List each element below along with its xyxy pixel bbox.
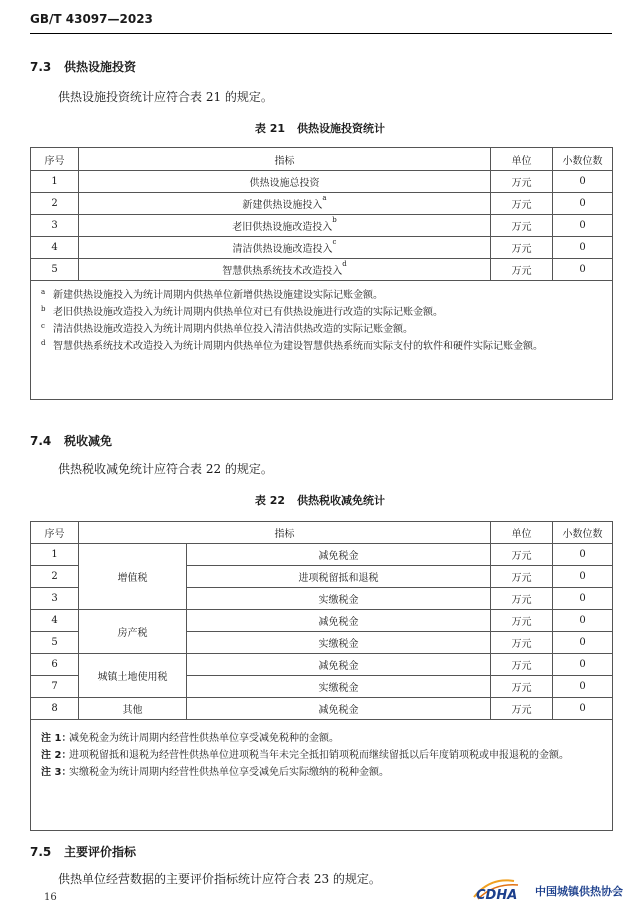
footnote-mark: c [332, 238, 337, 246]
table-label: 表 21 [254, 122, 286, 135]
table-row [31, 171, 613, 193]
table-row [31, 193, 613, 215]
row-indicator: 清洁供热设施改造投入$^c$ [79, 237, 491, 259]
row-decimals: 0 [553, 171, 613, 193]
table-row [31, 698, 613, 720]
row-no: 2 [31, 193, 79, 215]
section-7-4-paragraph: 供热税收减免统计应符合表 22 的规定。 [58, 462, 273, 476]
page-number: 16 [44, 892, 57, 903]
row-decimals: 0 [553, 610, 613, 632]
col-header-decimals: 小数位数 [553, 522, 613, 544]
row-unit: 万元 [491, 215, 553, 237]
table-notes-row [31, 281, 613, 400]
table-title: 供热设施投资统计 [297, 122, 386, 135]
row-decimals: 0 [553, 654, 613, 676]
row-sub-indicator: 减免税金 [187, 544, 491, 566]
row-indicator: 智慧供热系统技术改造投入$^d$ [79, 259, 491, 281]
table-21 [30, 147, 613, 400]
note: 注 2： 进项税留抵和退税为经营性供热单位进项税当年未完全抵扣销项税而继续留抵以后年度销项税或申报退税的金额。 [41, 750, 569, 761]
row-no: 1 [31, 544, 79, 566]
cdha-logo-mark-icon [470, 875, 534, 903]
row-no: 1 [31, 171, 79, 193]
logo-letters: CDHA [476, 888, 518, 903]
table-22 [30, 521, 613, 831]
logo-org-name: 中国城镇供热协会 [535, 885, 623, 898]
col-header-decimals: 小数位数 [553, 148, 613, 171]
row-unit: 万元 [491, 676, 553, 698]
row-decimals: 0 [553, 544, 613, 566]
section-number: 7.3 [30, 60, 52, 74]
col-header-unit: 单位 [491, 148, 553, 171]
section-number: 7.5 [30, 845, 52, 859]
row-sub-indicator: 减免税金 [187, 654, 491, 676]
table-21-caption [0, 120, 640, 136]
row-unit: 万元 [491, 566, 553, 588]
table-label: 表 22 [254, 494, 286, 507]
table-row [31, 237, 613, 259]
table-row [31, 544, 613, 566]
section-7-3-paragraph: 供热设施投资统计应符合表 21 的规定。 [58, 90, 273, 104]
row-unit: 万元 [491, 544, 553, 566]
footnote: b 老旧供热设施改造投入为统计周期内供热单位对已有供热设施进行改造的实际记账金额。 [41, 305, 443, 318]
row-group-other: 其他 [79, 698, 187, 720]
table-title: 供热税收减免统计 [297, 494, 386, 507]
footnote: c 清洁供热设施改造投入为统计周期内供热单位投入清洁供热改造的实际记账金额。 [41, 322, 413, 335]
row-no: 4 [31, 610, 79, 632]
row-group-property-tax: 房产税 [79, 610, 187, 654]
section-title: 主要评价指标 [64, 845, 137, 859]
row-decimals: 0 [553, 237, 613, 259]
row-sub-indicator: 减免税金 [187, 698, 491, 720]
row-no: 3 [31, 215, 79, 237]
footnote: a 新建供热设施投入为统计周期内供热单位新增供热设施建设实际记账金额。 [41, 288, 383, 301]
header-rule [30, 33, 612, 34]
row-unit: 万元 [491, 654, 553, 676]
section-title: 税收减免 [64, 434, 113, 448]
row-decimals: 0 [553, 259, 613, 281]
row-unit: 万元 [491, 259, 553, 281]
row-unit: 万元 [491, 171, 553, 193]
section-7-3-heading [30, 58, 136, 75]
row-no: 5 [31, 259, 79, 281]
table-notes [31, 720, 613, 831]
row-indicator: 老旧供热设施改造投入$^b$ [79, 215, 491, 237]
section-title: 供热设施投资 [64, 60, 137, 74]
row-sub-indicator: 实缴税金 [187, 676, 491, 698]
col-header-no: 序号 [31, 522, 79, 544]
footnote: d 智慧供热系统技术改造投入为统计周期内供热单位为建设智慧供热系统而实际支付的软件和硬件实际记账金额。 [41, 339, 543, 352]
row-no: 8 [31, 698, 79, 720]
table-header-row [31, 148, 613, 171]
table-notes-row [31, 720, 613, 831]
table-row [31, 215, 613, 237]
table-header-row [31, 522, 613, 544]
row-indicator: 新建供热设施投入$^a$ [79, 193, 491, 215]
row-no: 6 [31, 654, 79, 676]
section-7-5-heading [30, 843, 136, 860]
note: 注 1： 减免税金为统计周期内经营性供热单位享受减免税种的金额。 [41, 733, 339, 744]
row-no: 5 [31, 632, 79, 654]
row-unit: 万元 [491, 698, 553, 720]
row-decimals: 0 [553, 698, 613, 720]
col-header-unit: 单位 [491, 522, 553, 544]
row-decimals: 0 [553, 676, 613, 698]
row-unit: 万元 [491, 610, 553, 632]
footnote-mark: d [342, 260, 347, 268]
row-unit: 万元 [491, 632, 553, 654]
footnote-mark: b [332, 216, 337, 224]
col-header-indicator: 指标 [79, 148, 491, 171]
table-row [31, 259, 613, 281]
table-22-caption [0, 492, 640, 508]
row-decimals: 0 [553, 566, 613, 588]
row-decimals: 0 [553, 215, 613, 237]
row-decimals: 0 [553, 193, 613, 215]
section-7-4-heading [30, 432, 112, 449]
row-decimals: 0 [553, 632, 613, 654]
section-number: 7.4 [30, 434, 52, 448]
row-sub-indicator: 实缴税金 [187, 588, 491, 610]
section-7-5-paragraph: 供热单位经营数据的主要评价指标统计应符合表 23 的规定。 [58, 872, 381, 886]
row-unit: 万元 [491, 193, 553, 215]
col-header-no: 序号 [31, 148, 79, 171]
row-sub-indicator: 减免税金 [187, 610, 491, 632]
row-unit: 万元 [491, 237, 553, 259]
row-no: 4 [31, 237, 79, 259]
cdha-logo [470, 875, 630, 903]
row-group-vat: 增值税 [79, 544, 187, 610]
table-row [31, 610, 613, 632]
row-no: 7 [31, 676, 79, 698]
row-sub-indicator: 实缴税金 [187, 632, 491, 654]
table-notes [31, 281, 613, 400]
row-no: 2 [31, 566, 79, 588]
row-unit: 万元 [491, 588, 553, 610]
col-header-indicator: 指标 [79, 522, 491, 544]
row-decimals: 0 [553, 588, 613, 610]
row-sub-indicator: 进项税留抵和退税 [187, 566, 491, 588]
row-no: 3 [31, 588, 79, 610]
row-indicator: 供热设施总投资 [79, 171, 491, 193]
footnote-mark: a [322, 194, 327, 202]
note: 注 3： 实缴税金为统计周期内经营性供热单位享受减免后实际缴纳的税种金额。 [41, 767, 389, 778]
document-code: GB/T 43097—2023 [30, 12, 153, 26]
row-group-land-use-tax: 城镇土地使用税 [79, 654, 187, 698]
table-row [31, 654, 613, 676]
